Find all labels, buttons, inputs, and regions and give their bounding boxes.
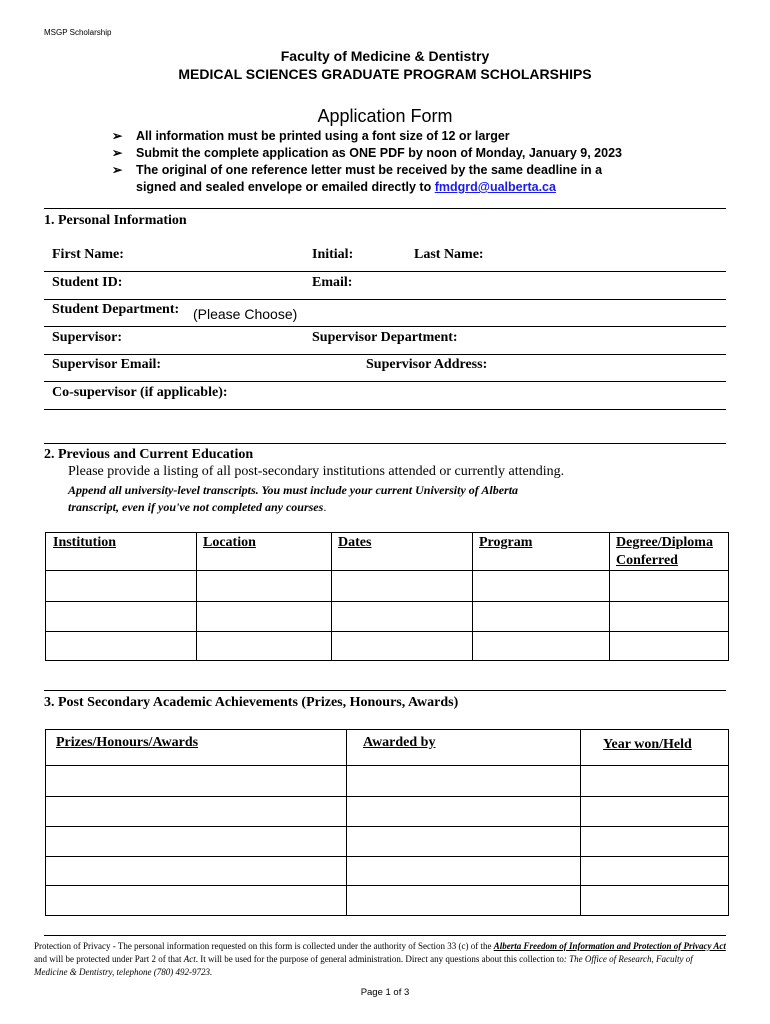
- first-name-label: First Name:: [52, 247, 124, 262]
- table-cell[interactable]: [581, 886, 729, 916]
- instruction-item: ➢ Submit the complete application as ONE PDF by noon of Monday, January 9, 2023: [112, 146, 622, 160]
- student-id-label: Student ID:: [52, 275, 123, 290]
- column-header-location: Location: [203, 535, 256, 550]
- table-cell[interactable]: [46, 797, 347, 827]
- section2-description: Please provide a listing of all post-secondary institutions attended or currently attending.: [68, 464, 565, 479]
- student-dept-label: Student Department:: [52, 302, 180, 317]
- table-cell[interactable]: [581, 766, 729, 797]
- column-header-degree: Degree/Diploma Conferred: [616, 535, 713, 568]
- top-label: MSGP Scholarship: [44, 28, 112, 37]
- section1-title: 1. Personal Information: [44, 213, 187, 228]
- column-header-program: Program: [479, 535, 533, 550]
- column-header-year: Year won/Held: [603, 737, 692, 752]
- table-cell[interactable]: [473, 602, 610, 632]
- table-row: [46, 827, 729, 857]
- table-cell[interactable]: [332, 571, 473, 602]
- arrow-bullet-icon: ➢: [112, 146, 123, 160]
- email-label: Email:: [312, 275, 353, 290]
- instruction-item: ➢ All information must be printed using a font size of 12 or larger: [112, 129, 510, 143]
- last-name-label: Last Name:: [414, 247, 484, 262]
- divider: [44, 354, 726, 355]
- table-cell[interactable]: [46, 602, 197, 632]
- divider: [44, 443, 726, 444]
- divider: [44, 326, 726, 327]
- table-cell[interactable]: [347, 797, 581, 827]
- column-header-prizes: Prizes/Honours/Awards: [56, 735, 199, 750]
- supervisor-address-label: Supervisor Address:: [366, 357, 488, 372]
- table-header-row: [46, 533, 729, 571]
- table-cell[interactable]: [347, 827, 581, 857]
- divider: [44, 208, 726, 209]
- faculty-title: Faculty of Medicine & Dentistry: [280, 48, 490, 64]
- table-cell[interactable]: [46, 827, 347, 857]
- section2-title: 2. Previous and Current Education: [44, 447, 254, 462]
- table-cell[interactable]: [610, 632, 729, 661]
- column-header-institution: Institution: [53, 535, 117, 550]
- arrow-bullet-icon: ➢: [112, 163, 123, 177]
- education-table: [45, 532, 729, 661]
- column-header-awarded-by: Awarded by: [363, 735, 436, 750]
- privacy-act-link: Alberta Freedom of Information and Protection of Privacy Act: [493, 941, 726, 951]
- table-cell[interactable]: [46, 632, 197, 661]
- table-cell[interactable]: [347, 857, 581, 886]
- cosupervisor-label: Co-supervisor (if applicable):: [52, 385, 228, 400]
- divider: [44, 381, 726, 382]
- table-cell[interactable]: [197, 571, 332, 602]
- table-cell[interactable]: [46, 571, 197, 602]
- page-number: Page 1 of 3: [360, 987, 410, 998]
- divider: [44, 690, 726, 691]
- table-row: [46, 857, 729, 886]
- table-row: [46, 886, 729, 916]
- arrow-bullet-icon: ➢: [112, 129, 123, 143]
- table-cell[interactable]: [332, 632, 473, 661]
- table-cell[interactable]: [197, 602, 332, 632]
- table-cell[interactable]: [46, 886, 347, 916]
- table-cell[interactable]: [347, 886, 581, 916]
- contact-email-link[interactable]: fmdgrd@ualberta.ca: [434, 180, 556, 194]
- table-cell[interactable]: [46, 857, 347, 886]
- table-cell[interactable]: [347, 766, 581, 797]
- supervisor-dept-label: Supervisor Department:: [312, 330, 458, 345]
- table-cell[interactable]: [332, 602, 473, 632]
- divider: [44, 409, 726, 410]
- supervisor-label: Supervisor:: [52, 330, 122, 345]
- initial-label: Initial:: [312, 247, 354, 262]
- table-header-row: [46, 730, 729, 766]
- instructions-list: [112, 128, 622, 196]
- table-row: [46, 766, 729, 797]
- table-cell[interactable]: [581, 827, 729, 857]
- supervisor-email-label: Supervisor Email:: [52, 357, 162, 372]
- instruction-item: ➢ The original of one reference letter must be received by the same deadline in a signed and sealed envelope or emailed directly to fmdgrd@ualberta.ca: [112, 163, 603, 194]
- column-header-dates: Dates: [338, 535, 372, 550]
- table-cell[interactable]: [197, 632, 332, 661]
- table-cell[interactable]: [581, 797, 729, 827]
- table-cell[interactable]: [610, 602, 729, 632]
- table-cell[interactable]: [46, 766, 347, 797]
- table-row: [46, 632, 729, 661]
- section2-note: Append all university-level transcripts. You must include your current University of Alberta transcript, even if you've not completed any courses.: [68, 483, 519, 514]
- table-cell[interactable]: [581, 857, 729, 886]
- table-cell[interactable]: [473, 571, 610, 602]
- divider: [44, 935, 726, 936]
- form-title: Application Form: [317, 106, 453, 126]
- table-row: [46, 602, 729, 632]
- privacy-notice: Protection of Privacy - The personal information requested on this form is collected under the authority of Section 33 (c) of the Alberta Freedom of Information and Protection of Privacy Act and will be protected under Part 2 of that Act. It will be used for the purpose of general administration. Direct any questions about this collection to: The Office of Research, Faculty of Medicine & Dentistry, telephone (780) 492-9723.: [34, 941, 726, 977]
- section3-title: 3. Post Secondary Academic Achievements (Prizes, Honours, Awards): [44, 695, 459, 710]
- student-dept-select[interactable]: (Please Choose): [193, 306, 298, 322]
- divider: [44, 271, 726, 272]
- table-row: [46, 797, 729, 827]
- table-cell[interactable]: [473, 632, 610, 661]
- table-cell[interactable]: [610, 571, 729, 602]
- divider: [44, 299, 726, 300]
- table-row: [46, 571, 729, 602]
- awards-table: [45, 729, 729, 916]
- program-title: MEDICAL SCIENCES GRADUATE PROGRAM SCHOLARSHIPS: [178, 66, 592, 82]
